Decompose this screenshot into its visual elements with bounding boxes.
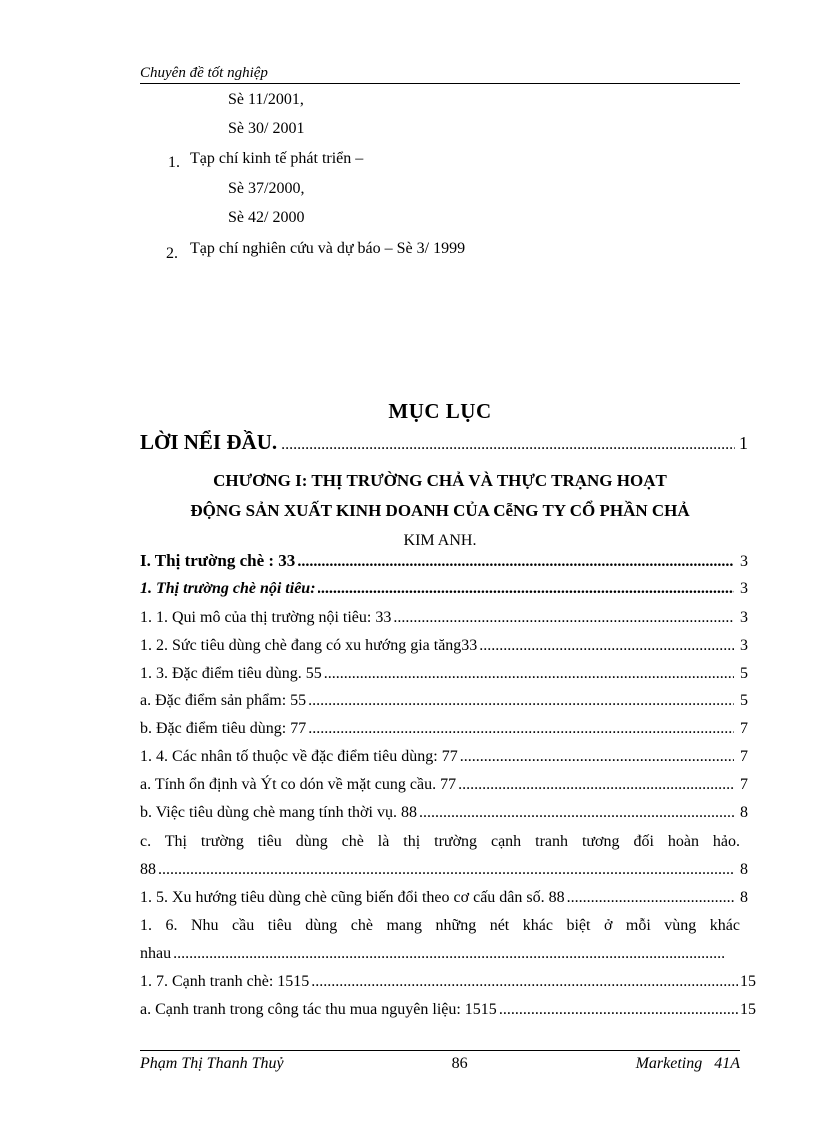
toc-item[interactable]	[140, 804, 748, 831]
toc-leader-dots	[297, 553, 734, 571]
toc-item[interactable]	[140, 945, 738, 972]
footer-page-number: 86	[451, 1055, 468, 1072]
reference-line: Sè 37/2000,	[228, 180, 305, 197]
toc-item-label: a. Cạnh tranh trong công tác thu mua nguyên liệu: 1515	[140, 1001, 497, 1018]
toc-leader-dots	[419, 804, 734, 822]
toc-item-label: b. Việc tiêu dùng chè mang tính thời vụ. 88	[140, 804, 417, 821]
toc-item-page: 3	[740, 637, 748, 654]
toc-item-label: 1. 7. Cạnh tranh chè: 1515	[140, 973, 310, 990]
toc-item[interactable]	[140, 889, 748, 916]
toc-item-page: 5	[740, 665, 748, 682]
toc-leader-dots	[281, 436, 735, 454]
toc-leader-dots	[458, 776, 734, 794]
toc-item-page: 8	[740, 804, 748, 821]
toc-leader-dots	[324, 665, 734, 683]
toc-item[interactable]	[140, 551, 748, 578]
toc-intro-label: LỜI NỂI ĐẦU.	[140, 430, 278, 454]
toc-item-page: 8	[740, 861, 748, 878]
toc-leader-dots	[393, 609, 734, 627]
reference-number: 2.	[166, 245, 178, 262]
toc-item-page: 3	[740, 553, 748, 570]
chapter-line: ĐỘNG SẢN XUẤT KINH DOANH CỦA CễNG TY CỔ PHẦN CHẢ	[190, 501, 690, 520]
chapter-line: KIM ANH.	[403, 532, 477, 549]
toc-leader-dots	[567, 889, 734, 907]
toc-item-label: b. Đặc điểm tiêu dùng: 77	[140, 720, 307, 737]
chapter-line: CHƯƠNG I: THỊ TRƯỜNG CHẢ VÀ THỰC TRẠNG HOẠT	[213, 471, 667, 490]
toc-item-label: 1. 2. Sức tiêu dùng chè đang có xu hướng gia tăng33	[140, 637, 478, 654]
toc-item-label: 1. 4. Các nhân tố thuộc về đặc điểm tiêu dùng: 77	[140, 748, 458, 765]
toc-item-label: 1. 3. Đặc điểm tiêu dùng. 55	[140, 665, 322, 682]
toc-leader-dots	[158, 861, 734, 879]
toc-item-label[interactable]: 1. 6. Nhu cầu tiêu dùng chè mang những nét khác biệt ở mỗi vùng khác	[140, 917, 740, 934]
toc-item-label-cont: 88	[140, 861, 156, 878]
reference-line: Sè 42/ 2000	[228, 209, 305, 226]
toc-item-page: 15	[740, 973, 756, 990]
footer-course: Marketing 41A	[635, 1055, 740, 1072]
toc-item-label: a. Tính ổn định và Ýt co dón về mặt cung cầu. 77	[140, 776, 457, 793]
toc-chapter-heading[interactable]	[140, 466, 740, 556]
toc-intro-page: 1	[739, 433, 748, 453]
header-title: Chuyên đề tốt nghiệp	[140, 65, 268, 81]
toc-item-page: 7	[740, 776, 748, 793]
toc-item-page: 3	[740, 580, 748, 597]
toc-item-page: 15	[740, 1001, 756, 1018]
toc-item-page: 5	[740, 692, 748, 709]
reference-line: Sè 11/2001,	[228, 91, 304, 108]
toc-item[interactable]	[140, 665, 748, 692]
toc-item-label-cont: nhau	[140, 945, 172, 962]
toc-item-label: 1. Thị trường chè nội tiêu:	[140, 580, 316, 597]
toc-leader-dots	[311, 973, 738, 991]
toc-item-label: a. Đặc điểm sản phẩm: 55	[140, 692, 307, 709]
toc-item[interactable]	[140, 973, 756, 1000]
reference-line: Sè 30/ 2001	[228, 120, 305, 137]
toc-intro-row[interactable]	[140, 430, 748, 460]
toc-item[interactable]	[140, 692, 748, 719]
page-footer	[140, 1050, 740, 1073]
toc-item-label[interactable]: c. Thị trường tiêu dùng chè là thị trường cạnh tranh tương đối hoàn hảo.	[140, 833, 740, 850]
toc-leader-dots	[308, 692, 734, 710]
reference-line: Tạp chí kinh tế phát triển –	[190, 150, 364, 167]
toc-item[interactable]	[140, 637, 748, 664]
toc-leader-dots	[460, 748, 734, 766]
toc-item-page: 7	[740, 748, 748, 765]
toc-item-page: 8	[740, 889, 748, 906]
toc-item-page: 7	[740, 720, 748, 737]
reference-number: 1.	[168, 154, 180, 171]
reference-line: Tạp chí nghiên cứu và dự báo – Sè 3/ 1999	[190, 240, 466, 257]
toc-leader-dots	[479, 637, 734, 655]
toc-item[interactable]	[140, 776, 748, 803]
toc-item-page: 3	[740, 609, 748, 626]
toc-item[interactable]	[140, 720, 748, 747]
toc-item[interactable]	[140, 748, 748, 775]
toc-item[interactable]	[140, 609, 748, 636]
toc-item-label: 1. 5. Xu hướng tiêu dùng chè cũng biến đổi theo cơ cấu dân số. 88	[140, 889, 565, 906]
toc-leader-dots	[318, 580, 734, 598]
footer-author: Phạm Thị Thanh Thuỷ	[140, 1055, 284, 1072]
toc-item[interactable]	[140, 1001, 756, 1028]
toc-leader-dots	[173, 945, 724, 963]
toc-item-label: 1. 1. Qui mô của thị trường nội tiêu: 33	[140, 609, 392, 626]
toc-item[interactable]	[140, 861, 748, 888]
toc-title: MỤC LỤC	[388, 399, 492, 423]
toc-leader-dots	[499, 1001, 738, 1019]
toc-item-label: I. Thị trường chè : 33	[140, 551, 296, 570]
toc-leader-dots	[308, 720, 734, 738]
page-header	[140, 64, 740, 84]
toc-item[interactable]	[140, 580, 748, 607]
